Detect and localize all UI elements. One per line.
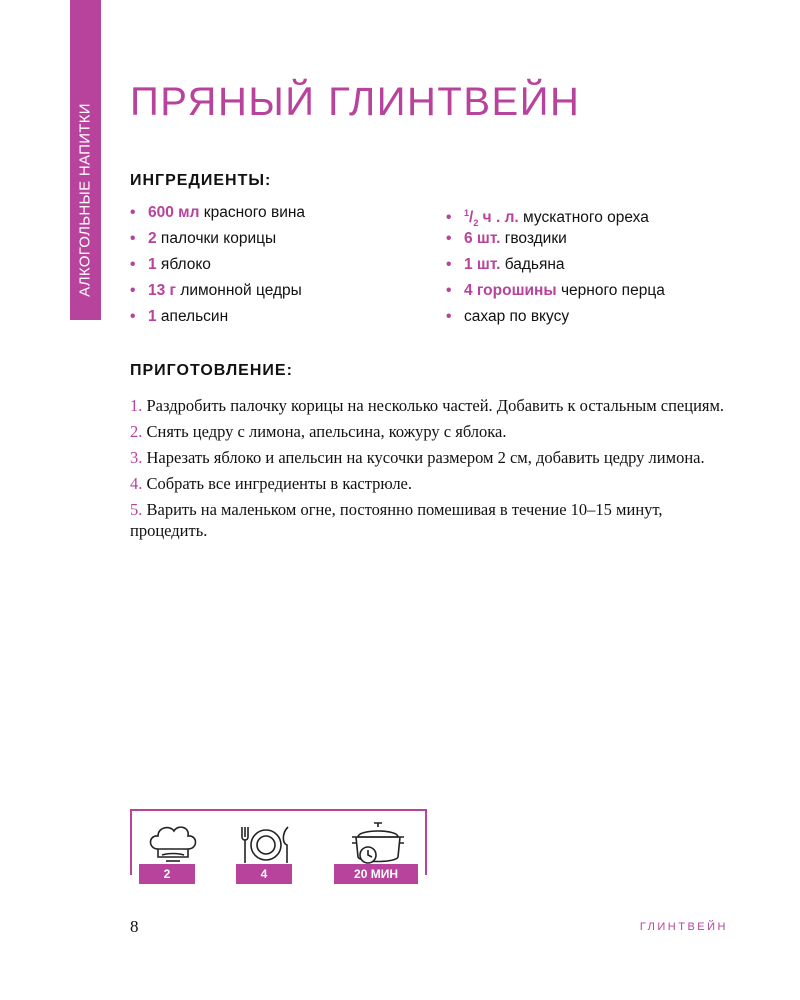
ingredient-amount: 1 <box>148 308 157 325</box>
ingredient-name: гвоздики <box>500 230 567 247</box>
running-head: ГЛИНТВЕЙН <box>639 921 728 933</box>
ingredients-left-column <box>130 203 305 333</box>
ingredient-item <box>130 281 305 307</box>
bullet-icon: • <box>130 230 136 247</box>
ingredient-fraction <box>464 208 479 229</box>
bullet-icon: • <box>130 256 136 273</box>
ingredients-heading: ИНГРЕДИЕНТЫ: <box>130 172 272 189</box>
step-item <box>130 395 730 416</box>
step-number: 1. <box>130 396 143 415</box>
difficulty-badge: 2 <box>139 864 195 884</box>
ingredient-item <box>130 307 305 333</box>
ingredient-amount: ч . л. <box>478 209 519 227</box>
fraction-numerator: 1 <box>464 208 470 218</box>
step-number: 5. <box>130 500 143 519</box>
ingredient-name: палочки корицы <box>156 230 277 247</box>
ingredient-name: лимонной цедры <box>176 282 302 299</box>
step-text: Варить на маленьком огне, постоянно помешивая в течение 10–15 минут, процедить. <box>130 500 663 540</box>
bullet-icon: • <box>446 256 452 273</box>
step-item <box>130 499 730 541</box>
fraction-slash: / <box>469 209 474 227</box>
fraction-denominator: 2 <box>473 218 479 229</box>
step-item <box>130 473 730 494</box>
ingredient-amount: 1 шт. <box>464 256 501 273</box>
ingredient-amount: 6 шт. <box>464 230 501 247</box>
plate-cutlery-icon <box>236 819 296 869</box>
bullet-icon: • <box>130 282 136 299</box>
bullet-icon: • <box>446 230 452 247</box>
bullet-icon: • <box>446 308 452 325</box>
preparation-heading: ПРИГОТОВЛЕНИЕ: <box>130 362 293 379</box>
ingredient-name: сахар по вкусу <box>464 308 570 325</box>
time-badge: 20 МИН <box>334 864 418 884</box>
step-text: Раздробить палочку корицы на несколько частей. Добавить к остальным специям. <box>142 396 725 415</box>
step-number: 2. <box>130 422 143 441</box>
ingredient-amount: 4 горошины <box>464 282 557 299</box>
ingredient-item <box>130 229 305 255</box>
ingredient-amount: 600 мл <box>148 204 200 221</box>
ingredient-name: яблоко <box>156 256 211 273</box>
step-number: 3. <box>130 448 143 467</box>
ingredient-item <box>446 229 665 255</box>
ingredient-item <box>446 203 665 229</box>
ingredient-amount: 13 г <box>148 282 177 299</box>
step-item <box>130 447 730 468</box>
step-text: Нарезать яблоко и апельсин на кусочки размером 2 см, добавить цедру лимона. <box>142 448 705 467</box>
step-text: Собрать все ингредиенты в кастрюле. <box>142 474 412 493</box>
step-number: 4. <box>130 474 143 493</box>
bullet-icon: • <box>446 282 452 299</box>
ingredient-name: мускатного ореха <box>518 209 649 227</box>
bullet-icon: • <box>130 308 136 325</box>
ingredient-item <box>130 255 305 281</box>
chef-hat-icon <box>144 819 200 869</box>
side-tab-label: АЛКОГОЛЬНЫЕ НАПИТКИ <box>76 103 94 297</box>
step-text: Снять цедру с лимона, апельсина, кожуру с яблока. <box>142 422 507 441</box>
ingredient-amount: 1 <box>148 256 157 273</box>
ingredient-item <box>446 281 665 307</box>
ingredient-item <box>130 203 305 229</box>
ingredient-name: бадьяна <box>500 256 565 273</box>
preparation-steps <box>130 395 730 546</box>
ingredients-right-column <box>446 203 665 333</box>
ingredient-item <box>446 307 665 333</box>
ingredient-item <box>446 255 665 281</box>
ingredient-name: красного вина <box>199 204 306 221</box>
bullet-icon: • <box>130 204 136 221</box>
ingredient-amount: 2 <box>148 230 157 247</box>
servings-badge: 4 <box>236 864 292 884</box>
bullet-icon: • <box>446 209 452 227</box>
page-number: 8 <box>130 917 139 936</box>
recipe-title: ПРЯНЫЙ ГЛИНТВЕЙН <box>130 80 581 124</box>
step-item <box>130 421 730 442</box>
ingredients-list <box>130 203 730 333</box>
ingredient-name: черного перца <box>556 282 665 299</box>
ingredient-name: апельсин <box>156 308 229 325</box>
